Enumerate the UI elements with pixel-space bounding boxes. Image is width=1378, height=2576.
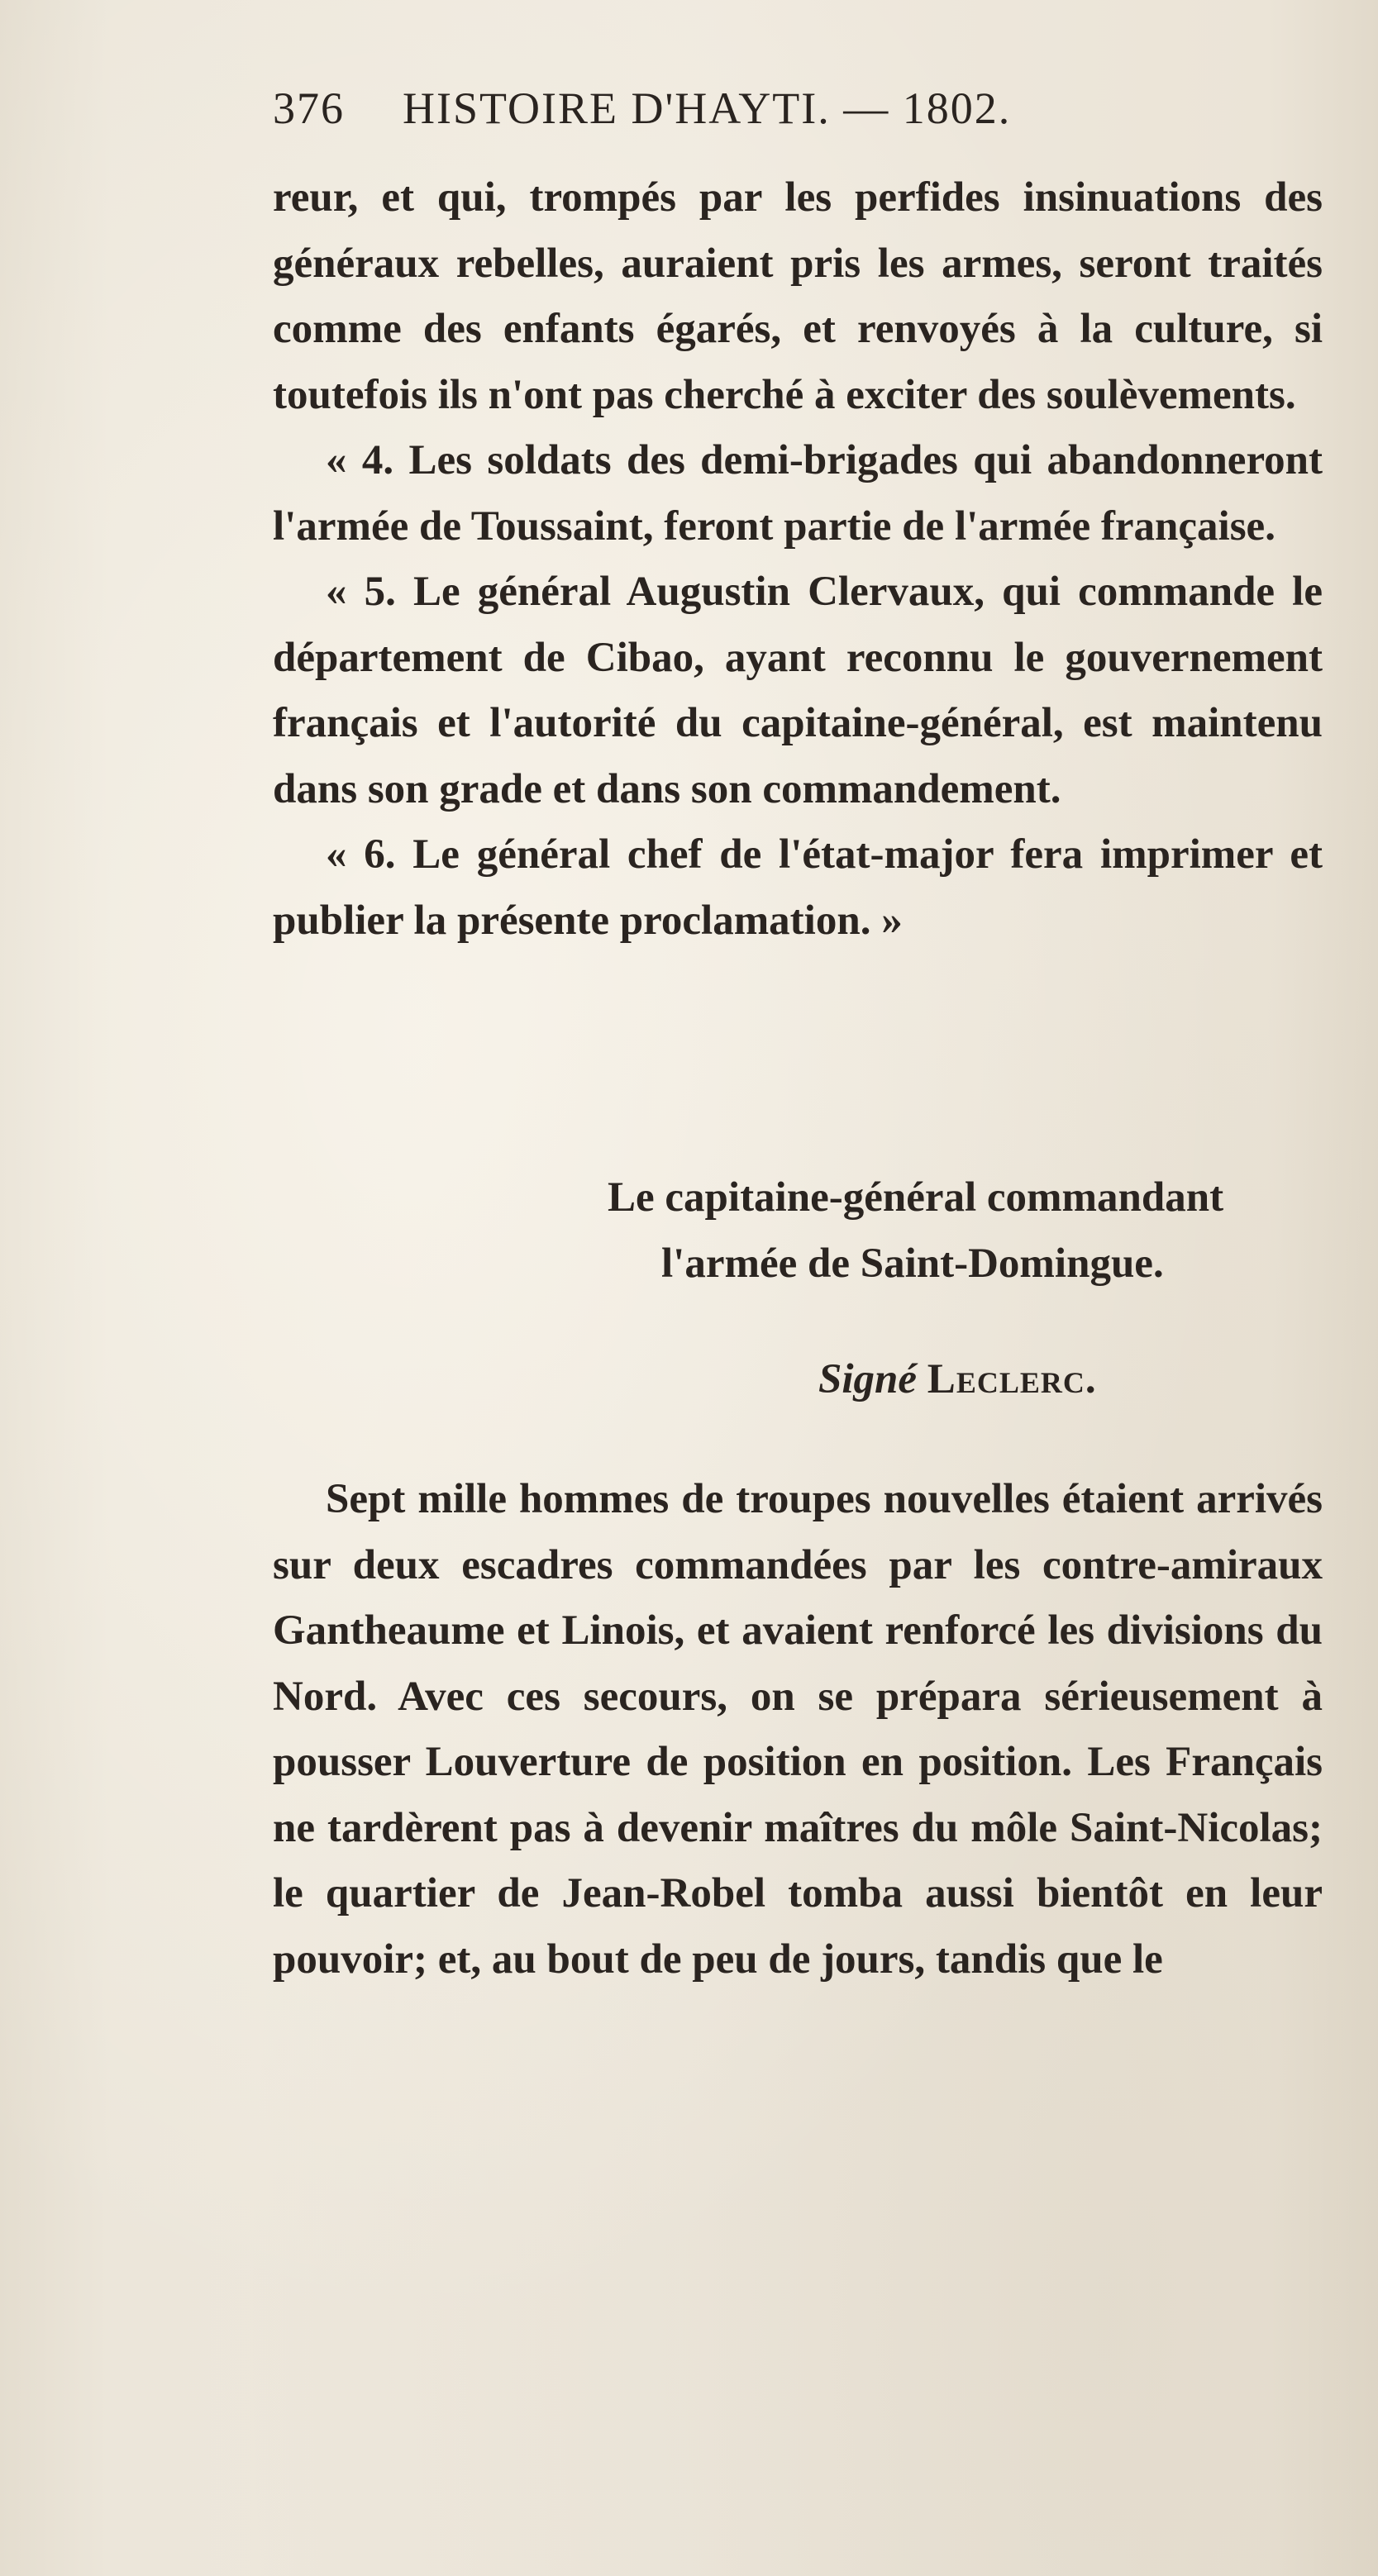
article-5: « 5. Le général Augustin Clervaux, qui commande le département de Cibao, ayant reconnu le gouvernement français et l'autorité du capitaine-général, est maintenu dans son grade et dans son commandement. [273, 569, 1323, 812]
article-4: « 4. Les soldats des demi-brigades qui abandonneront l'armée de Toussaint, feront partie de l'armée française. [273, 437, 1323, 550]
closing-paragraph: Sept mille hommes de troupes nouvelles étaient arrivés sur deux escadres commandées par les contre-amiraux Gantheaume et Linois, et avaient renforcé les divisions du Nord. Avec ces secours, on se prépara sérieusement à pousser Louverture de position en position. Les Français ne tardèrent pas à devenir maîtres du môle Saint-Nicolas; le quartier de Jean-Robel tomba aussi bientôt en leur pouvoir; et, au bout de peu de jours, tandis que le [273, 1476, 1323, 1983]
signature-line-2: l'armée de Saint-Domingue. [661, 1240, 1164, 1287]
signature-line-1: Le capitaine-général commandant [608, 1174, 1224, 1221]
proclamation-text [273, 165, 1323, 954]
page-number: 376 [273, 83, 345, 133]
paragraph-continuation: reur, et qui, trompés par les perfides insinuations des généraux rebelles, auraient pris les armes, seront traités comme des enfants égarés, et renvoyés à la culture, si toutefois ils n'ont pas cherché à exciter des soulèvements. [273, 174, 1323, 418]
running-title: HISTOIRE D'HAYTI. — 1802. [403, 83, 1012, 133]
running-header [273, 83, 1166, 134]
signed-label: Signé [818, 1356, 918, 1402]
narrative-text [273, 1467, 1323, 1993]
signature-signed [818, 1355, 1097, 1403]
signed-name: Leclerc. [927, 1356, 1097, 1402]
article-6: « 6. Le général chef de l'état-major fera imprimer et publier la présente proclamation. » [273, 831, 1323, 944]
